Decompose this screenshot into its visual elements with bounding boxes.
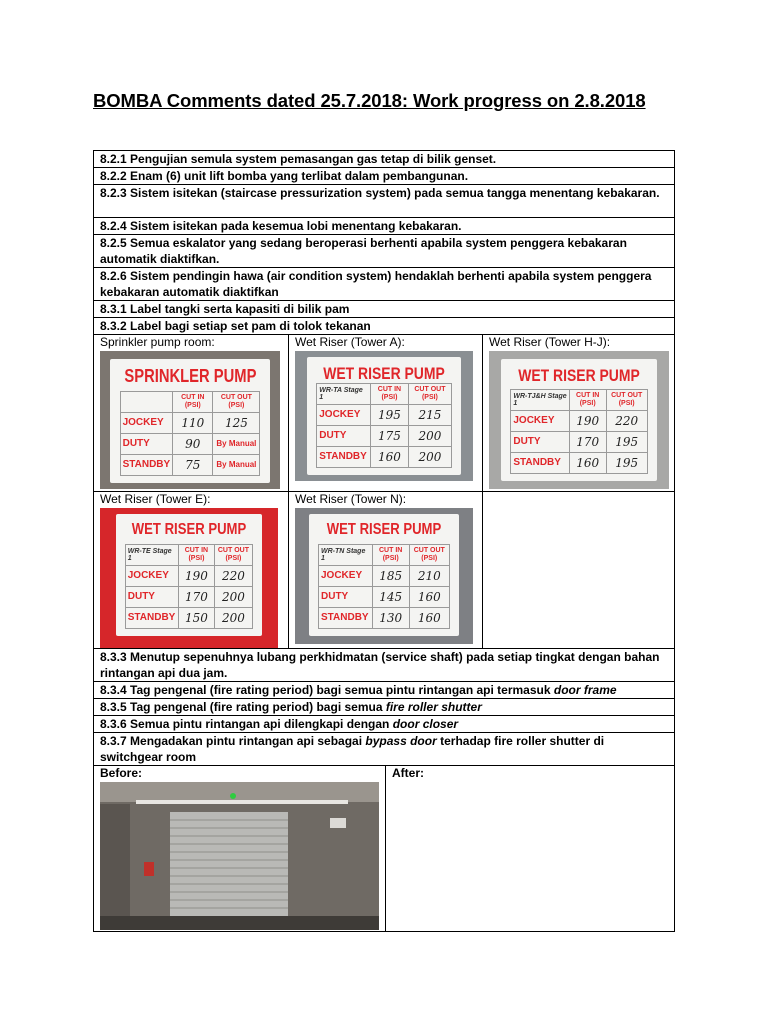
value-cut-in: 160 [370,446,408,467]
col-cut-in: CUT IN (PSI) [370,383,408,404]
cell-before [94,766,385,931]
value-cut-in: 190 [179,565,214,586]
photo-row-1 [93,335,675,492]
value-cut-out: 200 [214,586,253,607]
cell-tower-n [288,492,482,648]
col-cut-in: CUT IN (PSI) [569,389,606,410]
item-emphasis: bypass door [365,734,437,748]
sign-tag: WR-TE Stage 1 [125,544,178,565]
sign-tag: WR-TJ&H Stage 1 [511,389,569,410]
photo-sprinkler-sign [100,351,280,489]
row-label: JOCKEY [511,410,569,431]
col-cut-in: CUT IN (PSI) [179,544,214,565]
value-cut-out: 210 [409,565,449,586]
value-cut-out: By Manual [213,454,260,475]
sign-table [120,391,261,476]
value-cut-in: 75 [173,454,213,475]
value-cut-in: 175 [370,425,408,446]
col-cut-in: CUT IN (PSI) [372,544,409,565]
item-8-3-7 [93,733,675,766]
item-8-3-6 [93,716,675,733]
item-8-2-4: 8.2.4 Sistem isitekan pada kesemua lobi menentang kebakaran. [93,218,675,235]
value-cut-in: 145 [372,586,409,607]
row-label: DUTY [120,433,173,454]
photo-tower-n-sign [295,508,473,644]
photo-tower-a-sign [295,351,473,481]
value-cut-out: 215 [409,404,452,425]
photo-tower-e-sign [100,508,278,648]
row-label: STANDBY [125,607,178,628]
sign-table [125,544,253,629]
row-label: STANDBY [120,454,173,475]
col-cut-in: CUT IN (PSI) [173,391,213,412]
value-cut-out: 200 [409,425,452,446]
col-cut-out: CUT OUT (PSI) [409,383,452,404]
value-cut-in: 195 [370,404,408,425]
value-cut-out: 195 [606,452,647,473]
sign-table [318,544,450,629]
sign-table [510,389,647,474]
page-title: BOMBA Comments dated 25.7.2018: Work progress on 2.8.2018 [93,90,646,111]
caption-tower-e: Wet Riser (Tower E): [100,492,211,506]
sign-heading: WET RISER PUMP [131,521,247,539]
item-text: 8.3.6 Semua pintu rintangan api dilengkapi dengan [100,717,393,731]
item-8-3-1: 8.3.1 Label tangki serta kapasiti di bilik pam [93,301,675,318]
caption-tower-hj: Wet Riser (Tower H-J): [489,335,611,349]
sign-table [316,383,452,468]
item-8-2-1: 8.2.1 Pengujian semula system pemasangan gas tetap di bilik genset. [93,150,675,168]
photo-tower-hj-sign [489,351,669,489]
col-cut-out: CUT OUT (PSI) [213,391,260,412]
value-cut-in: 190 [569,410,606,431]
roller-shutter-scene [100,782,379,930]
cell-sprinkler [94,335,288,491]
row-label: DUTY [319,586,373,607]
value-cut-out: 160 [409,607,449,628]
row-label: JOCKEY [125,565,178,586]
cell-tower-e [94,492,288,648]
after-label: After: [392,766,424,780]
item-text: 8.3.5 Tag pengenal (fire rating period) bagi semua [100,700,386,714]
item-8-2-3: 8.2.3 Sistem isitekan (staircase pressurization system) pada semua tangga menentang kebakaran. [93,185,675,218]
value-cut-out: 125 [213,412,260,433]
item-text: terhadap fire roller shutter di switchgear room [100,734,605,765]
value-cut-in: 170 [179,586,214,607]
cell-after [385,766,674,931]
sign-sprinkler [110,359,270,483]
sign-tower-n [309,514,459,636]
sign-tower-a [307,357,461,475]
sign-heading: WET RISER PUMP [326,521,442,539]
sign-heading: WET RISER PUMP [323,364,445,384]
value-cut-out: 200 [409,446,452,467]
caption-tower-n: Wet Riser (Tower N): [295,492,407,506]
sign-tower-e [116,514,262,636]
item-8-3-2: 8.3.2 Label bagi setiap set pam di tolok tekanan [93,318,675,335]
col-cut-out: CUT OUT (PSI) [409,544,449,565]
value-cut-out: 160 [409,586,449,607]
caption-sprinkler: Sprinkler pump room: [100,335,215,349]
progress-table [93,150,675,932]
value-cut-in: 185 [372,565,409,586]
item-text: 8.3.4 Tag pengenal (fire rating period) bagi semua pintu rintangan api termasuk [100,683,554,697]
row-label: STANDBY [511,452,569,473]
sign-tag: WR-TN Stage 1 [319,544,373,565]
row-label: JOCKEY [319,565,373,586]
value-cut-out: 220 [214,565,253,586]
row-label: STANDBY [317,446,371,467]
row-label: JOCKEY [317,404,371,425]
row-label: DUTY [511,431,569,452]
item-emphasis: door frame [553,683,617,697]
value-cut-in: 160 [569,452,606,473]
row-label: DUTY [125,586,178,607]
value-cut-out: By Manual [213,433,260,454]
item-8-2-6: 8.2.6 Sistem pendingin hawa (air condition system) hendaklah berhenti apabila system penggera kebakaran automatik diaktifkan [93,268,675,301]
value-cut-in: 170 [569,431,606,452]
cell-tower-hj [482,335,674,491]
row-label: STANDBY [319,607,373,628]
row-label: JOCKEY [120,412,173,433]
item-8-2-2: 8.2.2 Enam (6) unit lift bomba yang terlibat dalam pembangunan. [93,168,675,185]
before-label: Before: [100,766,143,780]
before-after-row [93,766,675,932]
item-8-3-4 [93,682,675,699]
col-cut-out: CUT OUT (PSI) [606,389,647,410]
value-cut-in: 150 [179,607,214,628]
item-8-3-3: 8.3.3 Menutup sepenuhnya lubang perkhidmatan (service shaft) pada setiap tingkat dengan bahan rintangan api dua jam. [93,649,675,682]
value-cut-out: 195 [606,431,647,452]
sign-tower-hj [501,359,657,481]
photo-before-roller-shutter [100,782,379,930]
item-8-2-5: 8.2.5 Semua eskalator yang sedang beroperasi berhenti apabila system penggera kebakaran automatik diaktifkan. [93,235,675,268]
item-text: 8.3.7 Mengadakan pintu rintangan api sebagai [100,734,366,748]
row-label: DUTY [317,425,371,446]
sign-heading: WET RISER PUMP [518,366,640,386]
col-cut-out: CUT OUT (PSI) [214,544,253,565]
item-8-3-5 [93,699,675,716]
photo-row-2 [93,492,675,649]
sign-heading: SPRINKLER PUMP [124,366,257,387]
cell-empty [482,492,674,648]
value-cut-in: 90 [173,433,213,454]
value-cut-in: 130 [372,607,409,628]
value-cut-out: 220 [606,410,647,431]
sign-tag: WR-TA Stage 1 [317,383,371,404]
value-cut-out: 200 [214,607,253,628]
caption-tower-a: Wet Riser (Tower A): [295,335,405,349]
item-emphasis: door closer [392,717,459,731]
value-cut-in: 110 [173,412,213,433]
item-emphasis: fire roller shutter [385,700,482,714]
cell-tower-a [288,335,482,491]
